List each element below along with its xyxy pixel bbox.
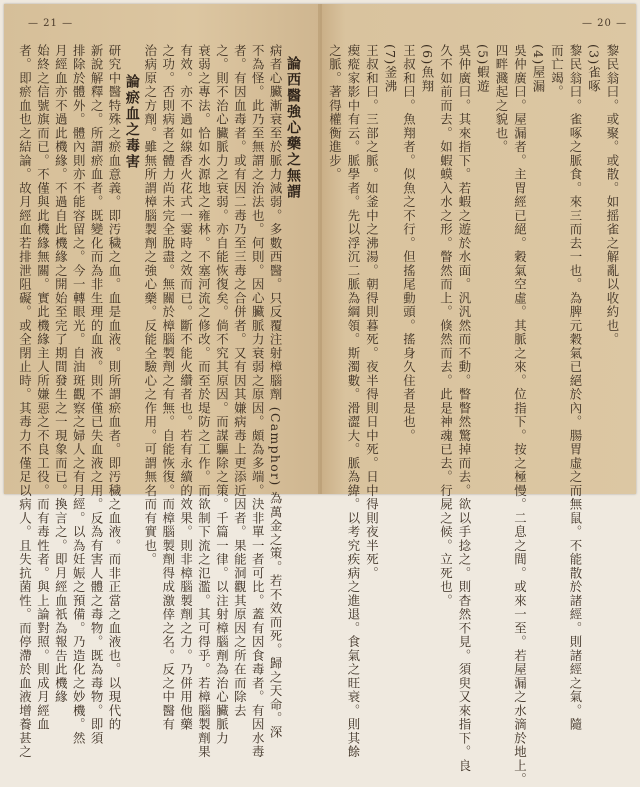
text-column: (7)釜沸 (383, 44, 398, 94)
text-column: 不為怪。此乃至無謂之治法也。何則。因心臟脈力衰弱之原因。頗為多端。決非單一者可比。蓋有因食毒者。有因水毒 (250, 44, 266, 759)
text-column: 黎民翁曰。雀啄之脈食。來三而去一也。為脾元穀氣已絕於內。腸胃虛之而無鼠。不能散於諸經。則諸經之氣。隨 (568, 44, 583, 732)
text-column: 王叔和曰。三部之脈。如釜中之沸湯。朝得則暮死。夜半得則日中死。日中得則夜半死。 (364, 44, 380, 581)
page-20 (320, 4, 636, 787)
text-column: 瘈瘲家影中有云。脈學者。先以浮沉二脈為綱領。斯濁數。滑澀大。脈為緯。以考究疾病之進退。食氣之旺衰。則其餘 (346, 44, 361, 759)
text-column: 之脈。著得權衡進步。 (327, 44, 343, 182)
text-column: 排除於體外。體內則亦不能容留之。今一轉眼光。自油斑觀察之婦人之有月經。以為妊娠之預備。乃造化之妙機。然 (71, 44, 87, 746)
page-21 (4, 4, 320, 759)
text-column: 月經血亦不過此機緣。不過自此機緣之開始至完了期間發生之一現象而已。換言之。即月經血祇為報告此機緣 (53, 44, 69, 704)
text-column: 四畔濺起之貌也。 (494, 44, 509, 154)
text-column: 治病原之方劑。雖無所謂樟腦製劑之強心藥。反能全驗心之作用。可謂無名而有實也。 (142, 44, 158, 567)
section-heading: 論瘀血之毒害 (123, 74, 140, 170)
book-gutter (318, 4, 322, 494)
page-number: — 21 — (28, 18, 74, 29)
page-number: — 20 — (582, 18, 628, 29)
text-column: 之。則不治心臟脈力之衰弱。亦自能恢復矣。倘不究其原因。而謀驅除之策。千篇一律。以注射樟腦劑為治心臟脈力 (214, 44, 230, 746)
text-column: 吳仲廣曰。其來指下。若蝦之遊於水面。汎汎然而不動。瞥瞥然驚掉而去。欲以手捻之。則杳然不見。須臾又來指下。良 (457, 44, 472, 773)
text-column: 者。有因血毒者。或有因二毒乃至三毒之合併者。又有因其嫌病毒上更添近因者。果能洞觀其原因之所在而除去 (232, 44, 248, 718)
text-column: (5)蝦遊 (475, 44, 491, 94)
text-column: 之功。否則病者之體力尚未完全脫盡。無關於樟腦製劑之有無。自能恢復。而樟腦製劑得成激倖之名。反之中醫有 (160, 44, 176, 732)
text-column: (4)屋漏 (531, 44, 546, 94)
text-column: (6)魚翔 (420, 44, 435, 94)
text-column: 有效。亦不過如線香火花式一霎時之效而已。斷不能火纘者也。若有永續的效果。則非樟腦製劑之力。乃併用他藥 (178, 44, 194, 732)
text-column: 者。即瘀血也之結論。故月經血若排泄阻礙。或全閉止時。其毒力不僅足以病人。且失抗菌性。而停滯於血液增養甚之 (17, 44, 33, 759)
text-column: (3)雀啄 (586, 44, 602, 94)
text-column: 研究中醫特殊之瘀血意義。即汚穢之血。血是血液。則所謂瘀血者。即汚穢之血液。而非正當之血液也。以現代的 (107, 44, 122, 732)
text-column: 黎民翁曰。或聚。或散。如摇雀之解亂以收約也。 (605, 44, 620, 347)
book-spread (4, 4, 636, 787)
text-column: 而亡竭。 (549, 44, 565, 99)
text-column: 始終之信號旗而已。不僅與此機緣無關。實此機緣主人所嫌惡之不良工役。而有毒性者。與上論對照。則成月經血 (35, 44, 51, 732)
text-column: 久不如前而去。如蝦蟆入水之形。瞥然而上。倏然而去。此是神魂已去。行屍之候。立死也。 (438, 44, 454, 608)
text-column: 王叔和曰。魚翔者。似魚之不行。但搖尾動頭。搖身久住者是也。 (401, 44, 417, 443)
text-column: 病者心臟漸衰至於脈力減弱。多數西醫。只反覆注射樟腦劑 (Camphor) 為萬金之策。若不效而死。歸之天命。深 (268, 44, 284, 740)
text-column: 吳仲廣曰。屋漏者。主胃經已絕。穀氣空虛。其脈之來。位指下。按之極慢。二息之間。或來一至。若屋漏之水滴於地上。 (512, 44, 528, 787)
section-heading: 論西醫強心藥之無謂 (285, 56, 301, 200)
text-column: 衰弱之專法。恰如水源地之雍林。不塞河流之修改。而至於堤防之工作。而欲制下流之氾濫。其可得乎。若樟腦製劑果 (196, 44, 212, 759)
text-column: 新說解釋之。所謂瘀血者。既變化而為非生理的血液。則不僅已失血液之用。反為有害人體之毒物。既為毒物。即須 (89, 44, 105, 746)
